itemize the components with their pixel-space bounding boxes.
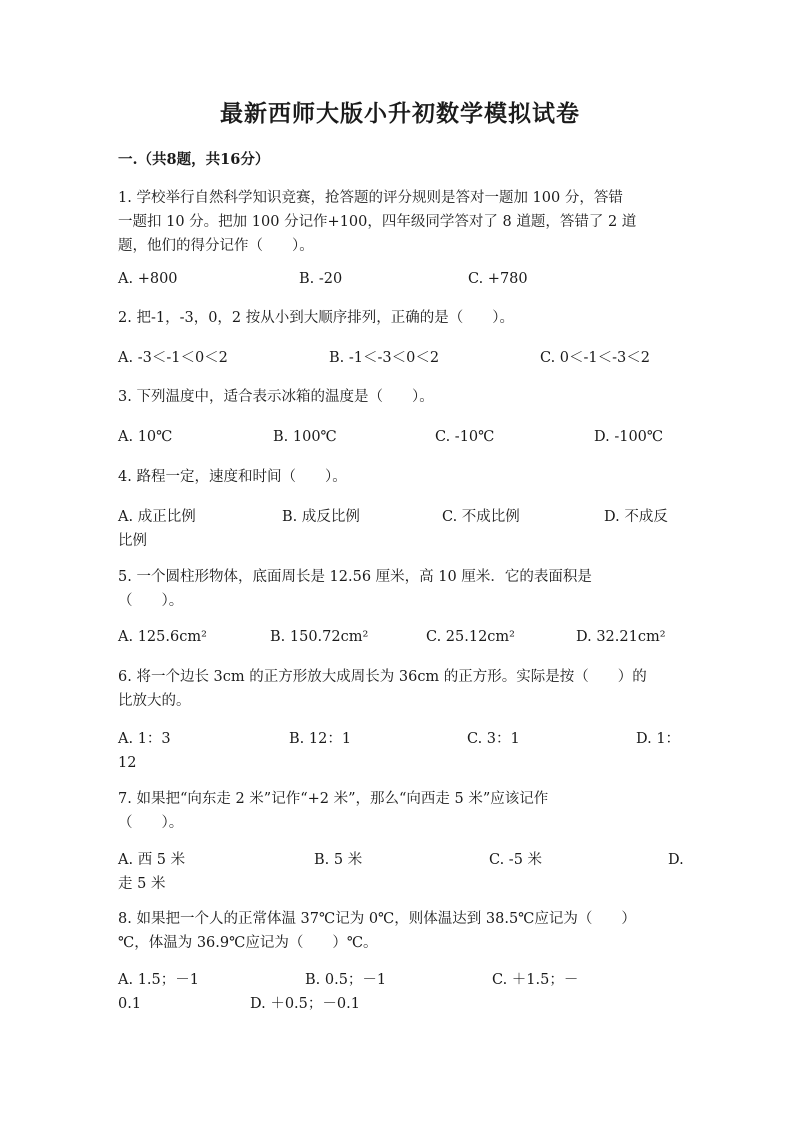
- option-a[interactable]: A. 10℃: [118, 429, 173, 445]
- option-b[interactable]: B. 5 米: [314, 852, 363, 868]
- option-d[interactable]: D.: [668, 852, 684, 868]
- question-line: 3. 下列温度中，适合表示冰箱的温度是（ ）。: [118, 389, 434, 405]
- option-a[interactable]: A. 西 5 米: [118, 852, 186, 868]
- option-b[interactable]: B. -20: [299, 271, 343, 287]
- question-7-options: [118, 848, 688, 896]
- option-c[interactable]: C. 3：1: [467, 731, 520, 747]
- option-d[interactable]: D. 1：: [636, 731, 681, 747]
- question-line: （ ）。: [118, 815, 184, 831]
- question-line: （ ）。: [118, 593, 184, 609]
- option-d-continued: 走 5 米: [118, 876, 166, 892]
- question-line: 1. 学校举行自然科学知识竞赛，抢答题的评分规则是答对一题加 100 分，答错: [118, 190, 623, 206]
- option-a[interactable]: A. 1：3: [118, 731, 171, 747]
- option-b[interactable]: B. 150.72cm²: [270, 629, 369, 645]
- question-line: 6. 将一个边长 3cm 的正方形放大成周长为 36cm 的正方形。实际是按（ ）的: [118, 669, 647, 685]
- option-b[interactable]: B. 0.5；－1: [305, 972, 387, 988]
- question-4: [118, 465, 688, 489]
- option-c[interactable]: C. 不成比例: [442, 509, 520, 525]
- option-d[interactable]: D. 不成反: [604, 509, 668, 525]
- option-d[interactable]: D. -100℃: [594, 429, 664, 445]
- option-d[interactable]: D. ＋0.5；－0.1: [250, 996, 360, 1012]
- question-line: 8. 如果把一个人的正常体温 37℃记为 0℃，则体温达到 38.5℃应记为（ ）: [118, 911, 636, 927]
- question-5: [118, 565, 688, 613]
- option-c[interactable]: C. 25.12cm²: [426, 629, 515, 645]
- question-line: 7. 如果把“向东走 2 米”记作“+2 米”，那么“向西走 5 米”应该记作: [118, 791, 549, 807]
- option-a[interactable]: A. +800: [118, 271, 178, 287]
- option-d-continued: 12: [118, 755, 137, 771]
- question-line: 题，他们的得分记作（ ）。: [118, 238, 314, 254]
- question-7: [118, 787, 688, 835]
- question-line: 2. 把-1，-3，0，2 按从小到大顺序排列，正确的是（ ）。: [118, 310, 515, 326]
- option-c[interactable]: C. 0＜-1＜-3＜2: [540, 350, 650, 366]
- option-a[interactable]: A. 成正比例: [118, 509, 196, 525]
- question-2: [118, 306, 688, 330]
- question-8: [118, 907, 688, 955]
- option-c[interactable]: C. +780: [468, 271, 528, 287]
- option-b[interactable]: B. -1＜-3＜0＜2: [329, 350, 440, 366]
- question-line: 比放大的。: [118, 693, 191, 709]
- page-title: 最新西师大版小升初数学模拟试卷: [220, 100, 580, 127]
- option-a[interactable]: A. -3＜-1＜0＜2: [118, 350, 228, 366]
- option-c-continued: 0.1: [118, 996, 142, 1012]
- option-d[interactable]: D. 32.21cm²: [576, 629, 666, 645]
- option-b[interactable]: B. 12：1: [289, 731, 352, 747]
- option-d-continued: 比例: [118, 533, 147, 549]
- question-4-options: [118, 505, 688, 553]
- question-6: [118, 665, 688, 713]
- option-c[interactable]: C. -5 米: [489, 852, 543, 868]
- question-line: 一题扣 10 分。把加 100 分记作+100，四年级同学答对了 8 道题，答错了 2 道: [118, 214, 637, 230]
- option-b[interactable]: B. 成反比例: [282, 509, 360, 525]
- question-3: [118, 385, 688, 409]
- question-line: ℃，体温为 36.9℃应记为（ ）℃。: [118, 935, 378, 951]
- question-8-options: [118, 968, 688, 1016]
- section-heading: 一.（共8题，共16分）: [118, 151, 270, 168]
- question-1: [118, 186, 688, 258]
- option-c[interactable]: C. -10℃: [435, 429, 495, 445]
- option-b[interactable]: B. 100℃: [273, 429, 337, 445]
- question-line: 5. 一个圆柱形物体，底面周长是 12.56 厘米，高 10 厘米．它的表面积是: [118, 569, 592, 585]
- option-c[interactable]: C. ＋1.5；－: [492, 972, 579, 988]
- option-a[interactable]: A. 1.5；－1: [118, 972, 199, 988]
- question-line: 4. 路程一定，速度和时间（ ）。: [118, 469, 347, 485]
- question-6-options: [118, 727, 688, 775]
- option-a[interactable]: A. 125.6cm²: [118, 629, 207, 645]
